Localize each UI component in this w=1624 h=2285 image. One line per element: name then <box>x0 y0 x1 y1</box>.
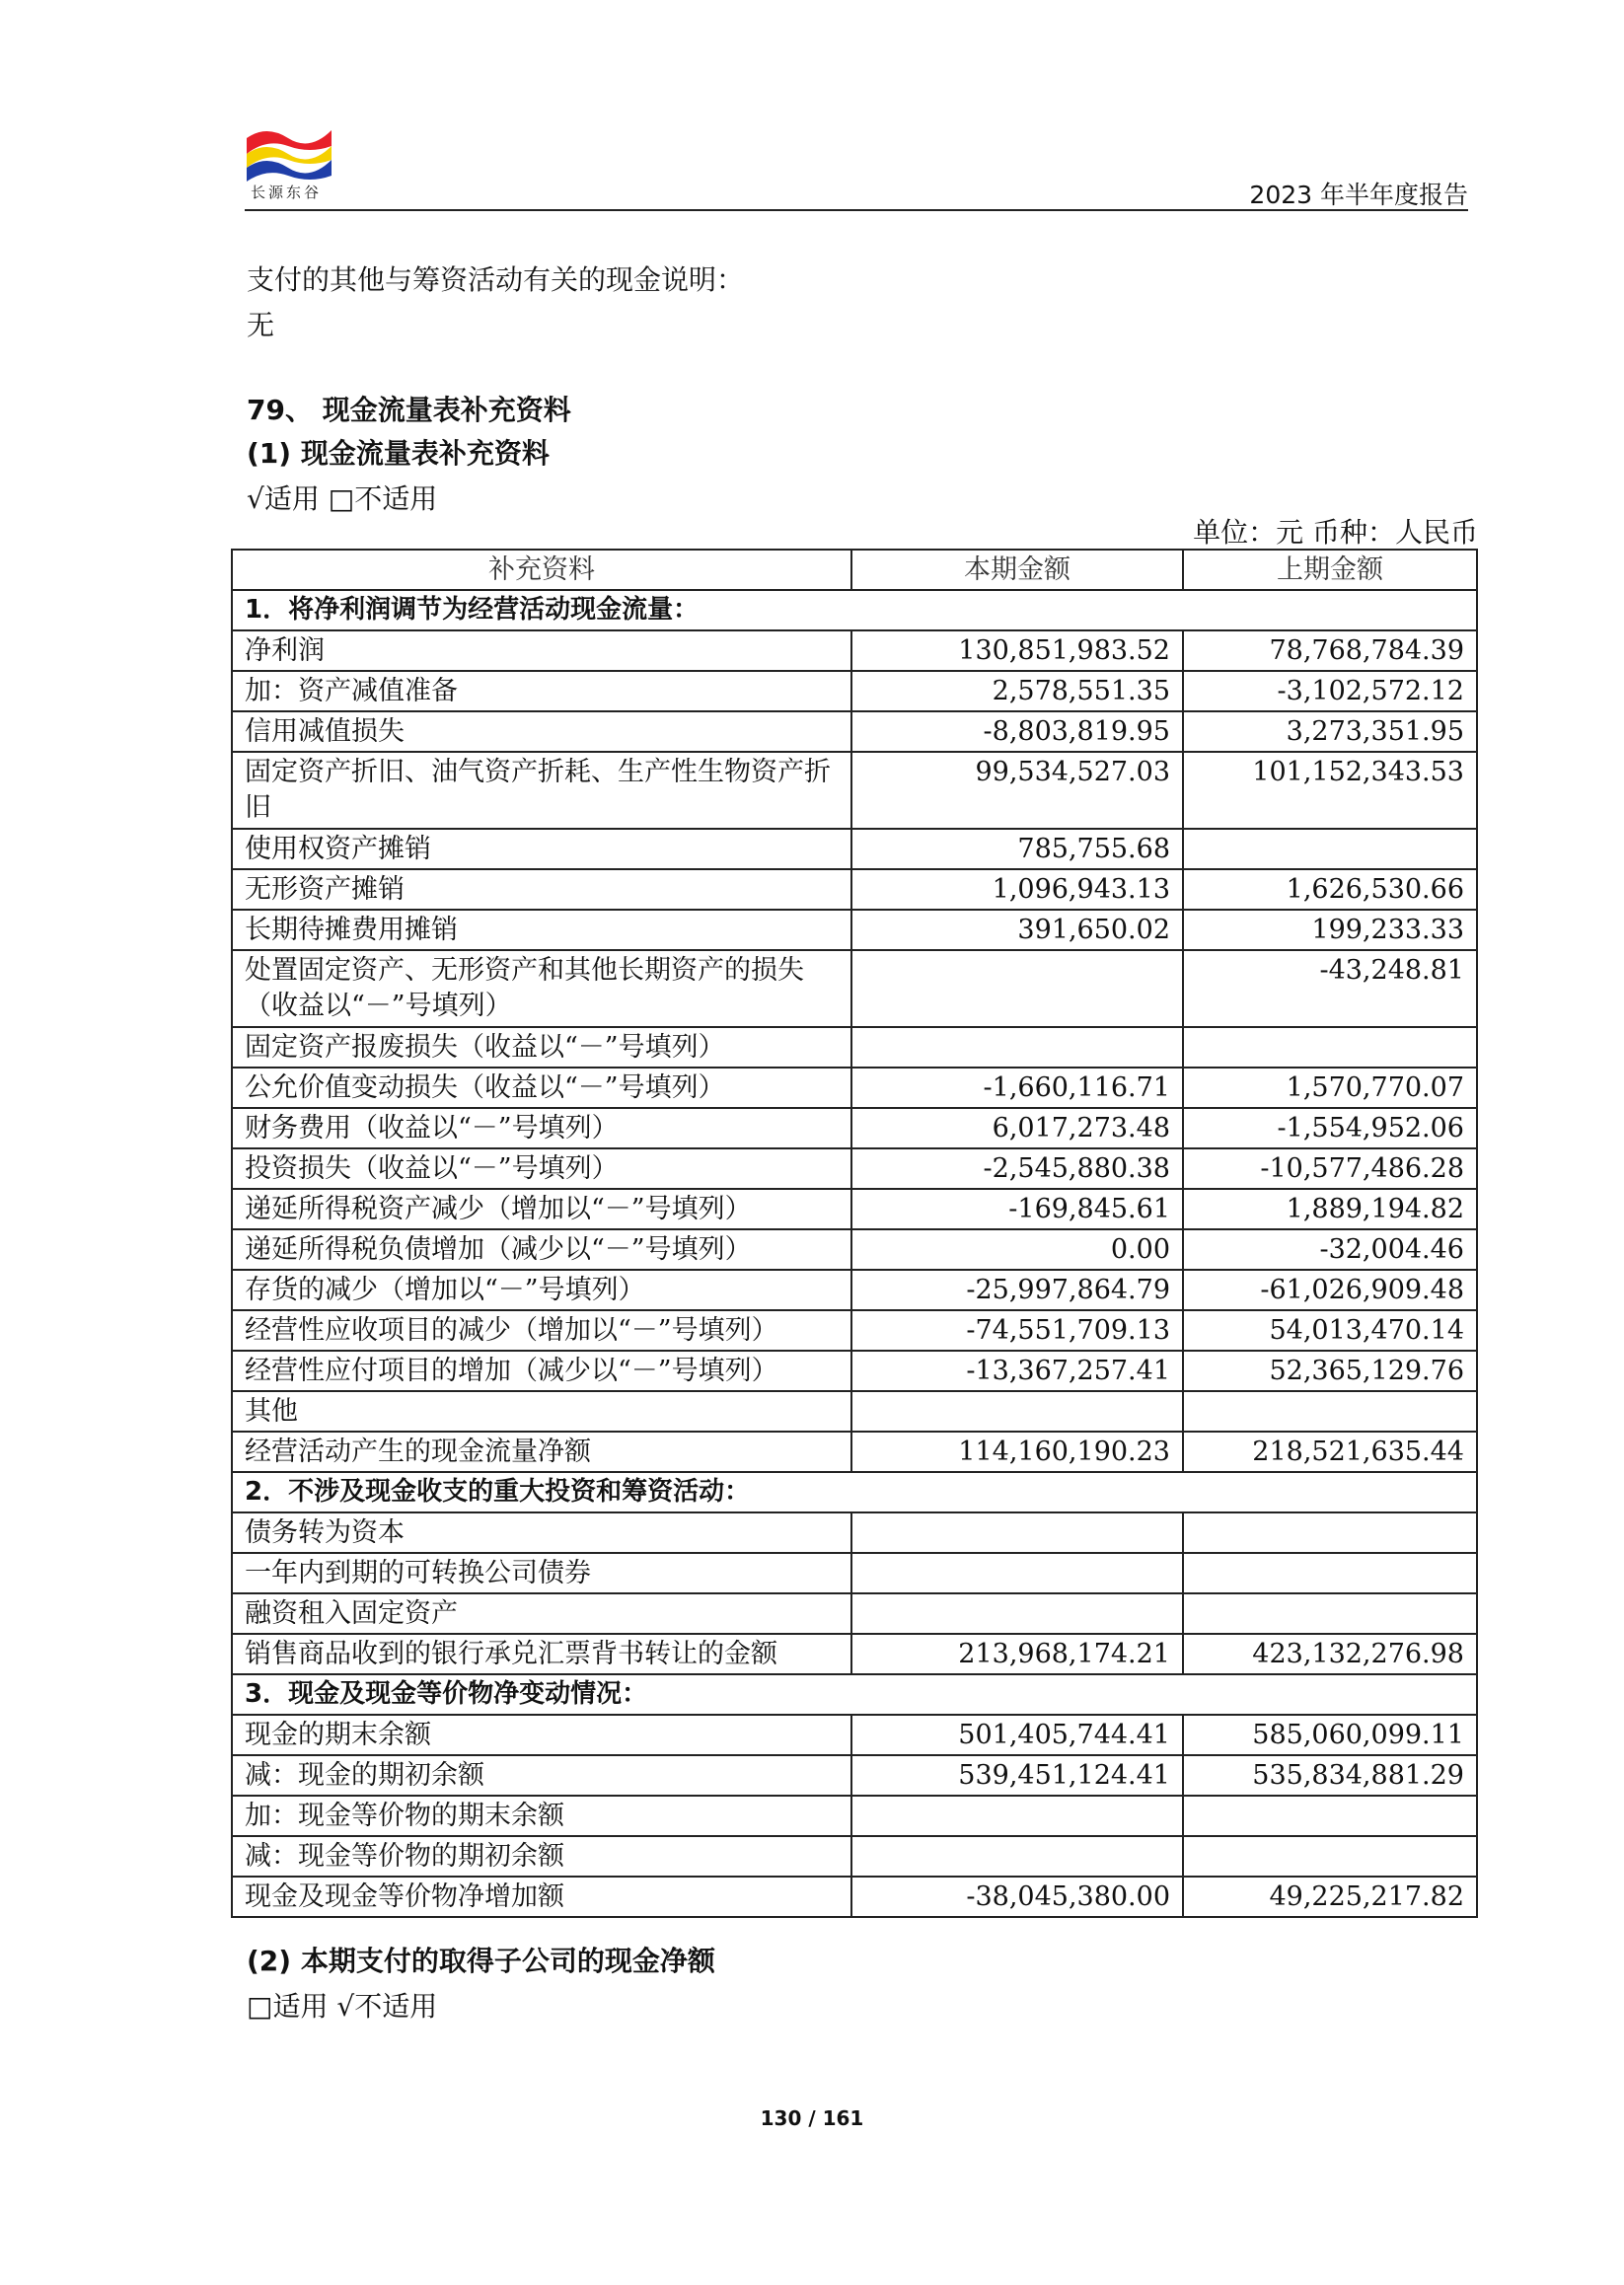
applicability-status: √适用 □不适用 <box>247 482 438 515</box>
table-row <box>232 910 1477 950</box>
row-label: 融资租入固定资产 <box>232 1593 851 1634</box>
row-label: 经营活动产生的现金流量净额 <box>232 1432 851 1472</box>
current-amount: -1,660,116.71 <box>851 1068 1183 1108</box>
prior-amount: 1,570,770.07 <box>1183 1068 1477 1108</box>
table-row <box>232 1512 1477 1553</box>
table-row <box>232 1108 1477 1148</box>
section-label: 1．将净利润调节为经营活动现金流量： <box>232 590 1477 630</box>
column-header-item: 补充资料 <box>232 550 851 590</box>
current-amount: -13,367,257.41 <box>851 1351 1183 1391</box>
row-label: 减：现金等价物的期初余额 <box>232 1836 851 1877</box>
row-label: 投资损失（收益以“－”号填列） <box>232 1148 851 1189</box>
prior-amount: -43,248.81 <box>1183 950 1477 1027</box>
table-row <box>232 1391 1477 1432</box>
table-section-row <box>232 590 1477 630</box>
table-row <box>232 1715 1477 1755</box>
table-row <box>232 1189 1477 1229</box>
prior-amount: 52,365,129.76 <box>1183 1351 1477 1391</box>
row-label: 减：现金的期初余额 <box>232 1755 851 1796</box>
table-section-row <box>232 1674 1477 1715</box>
table-row <box>232 1796 1477 1836</box>
table-row <box>232 1068 1477 1108</box>
row-label: 其他 <box>232 1391 851 1432</box>
prior-amount: -10,577,486.28 <box>1183 1148 1477 1189</box>
prior-amount <box>1183 1593 1477 1634</box>
row-label: 长期待摊费用摊销 <box>232 910 851 950</box>
row-label: 债务转为资本 <box>232 1512 851 1553</box>
table-row <box>232 950 1477 1027</box>
row-label: 固定资产折旧、油气资产折耗、生产性生物资产折旧 <box>232 752 851 829</box>
section-label: 2．不涉及现金收支的重大投资和筹资活动： <box>232 1472 1477 1512</box>
prior-amount: -32,004.46 <box>1183 1229 1477 1270</box>
row-label: 现金的期末余额 <box>232 1715 851 1755</box>
logo-text: 长源东谷 <box>251 184 323 201</box>
column-header-current: 本期金额 <box>851 550 1183 590</box>
report-title: 2023 年半年度报告 <box>1249 181 1468 209</box>
current-amount: -38,045,380.00 <box>851 1877 1183 1917</box>
current-amount: -8,803,819.95 <box>851 711 1183 752</box>
current-amount: -169,845.61 <box>851 1189 1183 1229</box>
prior-amount <box>1183 1553 1477 1593</box>
row-label: 递延所得税负债增加（减少以“－”号填列） <box>232 1229 851 1270</box>
table-row <box>232 1432 1477 1472</box>
row-label: 使用权资产摊销 <box>232 829 851 869</box>
prior-amount: -1,554,952.06 <box>1183 1108 1477 1148</box>
intro-value: 无 <box>247 309 275 341</box>
row-label: 销售商品收到的银行承兑汇票背书转让的金额 <box>232 1634 851 1674</box>
current-amount <box>851 1593 1183 1634</box>
column-header-prior: 上期金额 <box>1183 550 1477 590</box>
cash-flow-supplement-table <box>231 549 1478 1918</box>
row-label: 财务费用（收益以“－”号填列） <box>232 1108 851 1148</box>
current-amount <box>851 1836 1183 1877</box>
row-label: 固定资产报废损失（收益以“－”号填列） <box>232 1027 851 1068</box>
current-amount: 2,578,551.35 <box>851 671 1183 711</box>
table-section-row <box>232 1472 1477 1512</box>
current-amount: -74,551,709.13 <box>851 1310 1183 1351</box>
row-label: 现金及现金等价物净增加额 <box>232 1877 851 1917</box>
current-amount: 1,096,943.13 <box>851 869 1183 910</box>
row-label: 信用减值损失 <box>232 711 851 752</box>
prior-amount: -61,026,909.48 <box>1183 1270 1477 1310</box>
row-label: 加：现金等价物的期末余额 <box>232 1796 851 1836</box>
current-amount: 501,405,744.41 <box>851 1715 1183 1755</box>
current-amount: 0.00 <box>851 1229 1183 1270</box>
table-row <box>232 1027 1477 1068</box>
prior-amount: 1,626,530.66 <box>1183 869 1477 910</box>
row-label: 递延所得税资产减少（增加以“－”号填列） <box>232 1189 851 1229</box>
current-amount <box>851 1512 1183 1553</box>
table-row <box>232 1593 1477 1634</box>
intro-line: 支付的其他与筹资活动有关的现金说明： <box>247 263 745 296</box>
current-amount: 539,451,124.41 <box>851 1755 1183 1796</box>
table-row <box>232 1270 1477 1310</box>
prior-amount: 585,060,099.11 <box>1183 1715 1477 1755</box>
prior-amount: 101,152,343.53 <box>1183 752 1477 829</box>
current-amount: 785,755.68 <box>851 829 1183 869</box>
current-amount: 213,968,174.21 <box>851 1634 1183 1674</box>
current-amount: 99,534,527.03 <box>851 752 1183 829</box>
prior-amount: 3,273,351.95 <box>1183 711 1477 752</box>
prior-amount <box>1183 1027 1477 1068</box>
table-row <box>232 1755 1477 1796</box>
row-label: 处置固定资产、无形资产和其他长期资产的损失（收益以“－”号填列） <box>232 950 851 1027</box>
table-row <box>232 630 1477 671</box>
prior-amount <box>1183 1796 1477 1836</box>
unit-label: 单位：元 币种：人民币 <box>1193 516 1478 549</box>
current-amount <box>851 950 1183 1027</box>
prior-amount <box>1183 1512 1477 1553</box>
section-title: 79、 现金流量表补充资料 <box>247 394 571 426</box>
prior-amount: 199,233.33 <box>1183 910 1477 950</box>
page-number: 130 / 161 <box>760 2106 864 2130</box>
prior-amount: -3,102,572.12 <box>1183 671 1477 711</box>
section2-title: (2) 本期支付的取得子公司的现金净额 <box>247 1945 715 1977</box>
row-label: 公允价值变动损失（收益以“－”号填列） <box>232 1068 851 1108</box>
table-row <box>232 829 1477 869</box>
prior-amount: 49,225,217.82 <box>1183 1877 1477 1917</box>
prior-amount: 1,889,194.82 <box>1183 1189 1477 1229</box>
header-divider <box>245 209 1468 211</box>
table-row <box>232 711 1477 752</box>
row-label: 无形资产摊销 <box>232 869 851 910</box>
table-row <box>232 1877 1477 1917</box>
table-row <box>232 1553 1477 1593</box>
prior-amount: 423,132,276.98 <box>1183 1634 1477 1674</box>
table-row <box>232 1836 1477 1877</box>
table-row <box>232 1351 1477 1391</box>
prior-amount <box>1183 829 1477 869</box>
page-header <box>245 116 1468 211</box>
prior-amount: 78,768,784.39 <box>1183 630 1477 671</box>
current-amount: 114,160,190.23 <box>851 1432 1183 1472</box>
prior-amount <box>1183 1836 1477 1877</box>
table-row <box>232 1634 1477 1674</box>
current-amount <box>851 1391 1183 1432</box>
current-amount <box>851 1027 1183 1068</box>
section-label: 3．现金及现金等价物净变动情况： <box>232 1674 1477 1715</box>
table-row <box>232 1310 1477 1351</box>
table-row <box>232 752 1477 829</box>
current-amount: 6,017,273.48 <box>851 1108 1183 1148</box>
current-amount: -2,545,880.38 <box>851 1148 1183 1189</box>
prior-amount <box>1183 1391 1477 1432</box>
table-row <box>232 1148 1477 1189</box>
current-amount <box>851 1553 1183 1593</box>
table-row <box>232 869 1477 910</box>
row-label: 一年内到期的可转换公司债券 <box>232 1553 851 1593</box>
table-row <box>232 671 1477 711</box>
current-amount: 130,851,983.52 <box>851 630 1183 671</box>
current-amount <box>851 1796 1183 1836</box>
table-row <box>232 1229 1477 1270</box>
row-label: 净利润 <box>232 630 851 671</box>
row-label: 加：资产减值准备 <box>232 671 851 711</box>
row-label: 经营性应收项目的减少（增加以“－”号填列） <box>232 1310 851 1351</box>
prior-amount: 54,013,470.14 <box>1183 1310 1477 1351</box>
section2-applicability: □适用 √不适用 <box>247 1990 438 2023</box>
prior-amount: 218,521,635.44 <box>1183 1432 1477 1472</box>
row-label: 经营性应付项目的增加（减少以“－”号填列） <box>232 1351 851 1391</box>
current-amount: 391,650.02 <box>851 910 1183 950</box>
row-label: 存货的减少（增加以“－”号填列） <box>232 1270 851 1310</box>
section-subtitle: (1) 现金流量表补充资料 <box>247 437 550 470</box>
current-amount: -25,997,864.79 <box>851 1270 1183 1310</box>
table-header-row <box>232 550 1477 590</box>
prior-amount: 535,834,881.29 <box>1183 1755 1477 1796</box>
